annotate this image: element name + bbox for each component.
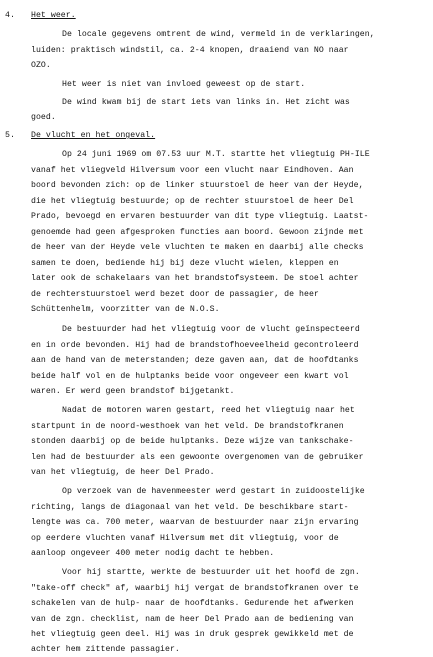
text-line: len had de bestuurder als een gewoonte overgenomen van de gebruiker xyxy=(31,453,364,462)
text-line: waren. Er werd geen brandstof bijgetankt. xyxy=(31,387,235,396)
text-line: boord bevonden zich: op de linker stuurstoel de heer van der Heyde, xyxy=(31,181,364,190)
text-line: die het vliegtuig bestuurde; op de rechter stuurstoel de heer Del xyxy=(31,197,354,206)
section-heading: De vlucht en het ongeval. xyxy=(31,131,156,140)
section-heading: Het weer. xyxy=(31,11,76,20)
text-line: en in orde bevonden. Hij had de brandstofhoeveelheid gecontroleerd xyxy=(31,341,359,350)
text-line: de heer van der Heyde vele vluchten te maken en daarbij alle checks xyxy=(31,243,364,252)
text-line: beide half vol en de hulptanks beide voor ongeveer een kwart vol xyxy=(31,372,349,381)
text-line: later ook de schakelaars van het brandstofsysteem. De stoel achter xyxy=(31,274,359,283)
text-line: stonden daarbij op de beide hulptanks. Deze wijze van tankschake- xyxy=(31,437,354,446)
text-line: luiden: praktisch windstil, ca. 2-4 knopen, draaiend van NO naar xyxy=(31,46,349,55)
text-line: vanaf het vliegveld Hilversum voor een vlucht naar Eindhoven. Aan xyxy=(31,166,354,175)
text-line: aan de hand van de meterstanden; deze gaven aan, dat de hoofdtanks xyxy=(31,356,359,365)
text-line: de rechterstuurstoel werd bezet door de passagier, de heer xyxy=(31,290,319,299)
text-line: De locale gegevens omtrent de wind, vermeld in de verklaringen, xyxy=(62,30,375,39)
text-line: De bestuurder had het vliegtuig voor de vlucht geïnspecteerd xyxy=(62,325,360,334)
text-line: schakelen van de hulp- naar de hoofdtanks. Gedurende het afwerken xyxy=(31,599,354,608)
text-line: richting, langs de diagonaal van het veld. De beschikbare start- xyxy=(31,503,349,512)
text-line: startpunt in de noord-westhoek van het veld. De brandstofkranen xyxy=(31,422,344,431)
text-line: van het vliegtuig, de heer Del Prado. xyxy=(31,468,215,477)
section-number: 4. xyxy=(5,11,15,20)
text-line: lengte was ca. 700 meter, waarvan de bestuurder naar zijn ervaring xyxy=(31,518,359,527)
text-line: het vliegtuig geen deel. Hij was in druk gesprek gewikkeld met de xyxy=(31,630,354,639)
text-line: op eerdere vluchten vanaf Hilversum met dit vliegtuig, voor de xyxy=(31,534,339,543)
text-line: achter hem zittende passagier. xyxy=(31,645,180,654)
text-line: aanloop ongeveer 400 meter nodig dacht te hebben. xyxy=(31,549,275,558)
text-line: Het weer is niet van invloed geweest op de start. xyxy=(62,80,306,89)
text-line: van de zgn. checklist, nam de heer Del Prado aan de bediening van xyxy=(31,615,354,624)
text-line: Voor hij startte, werkte de bestuurder uit het hoofd de zgn. xyxy=(62,568,360,577)
text-line: Prado, bevoegd en ervaren bestuurder van dit type vliegtuig. Laatst- xyxy=(31,212,369,221)
text-line: OZO. xyxy=(31,61,51,70)
text-line: "take-off check" af, waarbij hij vergat de brandstofkranen over te xyxy=(31,584,359,593)
text-line: samen te doen, bediende hij bij deze vlucht wielen, kleppen en xyxy=(31,259,339,268)
text-line: Nadat de motoren waren gestart, reed het vliegtuig naar het xyxy=(62,406,355,415)
text-line: goed. xyxy=(31,113,56,122)
text-line: Op verzoek van de havenmeester werd gestart in zuidoostelijke xyxy=(62,487,365,496)
text-line: Op 24 juni 1969 om 07.53 uur M.T. startte het vliegtuig PH-ILE xyxy=(62,150,370,159)
text-line: De wind kwam bij de start iets van links in. Het zicht was xyxy=(62,98,350,107)
text-line: Schüttenhelm, voorzitter van de N.O.S. xyxy=(31,305,220,314)
section-number: 5. xyxy=(5,131,15,140)
text-line: genoemde had geen afgesproken functies aan boord. Gewoon zijnde met xyxy=(31,228,364,237)
